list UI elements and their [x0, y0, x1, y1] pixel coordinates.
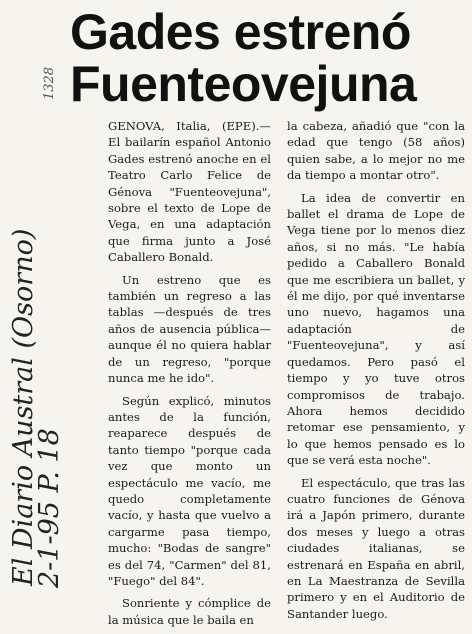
article-column-1 — [108, 118, 271, 634]
headline — [70, 6, 470, 110]
headline-line-1: Gades estrenó — [70, 4, 411, 60]
paragraph: El espectáculo, que tras las cuatro funciones de Génova irá a Japón primero, durante dos meses y luego a otras ciudades italianas, se estrenará en España en abril, en La Maestranza de Sevilla primero y en el Auditorio de Santander luego. — [287, 475, 465, 621]
paragraph: Según explicó, minutos antes de la función, reaparece después de tanto tiempo "porque cada vez que monto un espectáculo me vacío, me quedo completamente vacío, y hasta que vuelvo a cargarme pasa tiempo, mucho: "Bodas de sangre" es del 74, "Carmen" del 81, "Fuego" del 84". — [108, 393, 271, 588]
handwritten-date-note: 2-1-95 P. 18 — [34, 428, 65, 588]
paragraph: la cabeza, añadió que "con la edad que tengo (58 años) quien sabe, a lo mejor no me da tiempo a montar otro". — [287, 119, 465, 183]
handwritten-source-note: El Diario Austral (Osorno) — [8, 228, 39, 586]
paragraph: Sonriente y cómplice de la música que le baila en — [108, 596, 271, 627]
headline-line-2: Fuenteovejuna — [70, 56, 417, 112]
paragraph: La idea de convertir en ballet el drama de Lope de Vega tiene por lo menos diez años, si no más. "Le había pedido a Caballero Bonald que me escribiera un ballet, y él me dijo, por qué inventarse uno nuevo, hagamos una adaptación de "Fuenteovejuna", y así quedamos. Pero pasó el tiempo y yo tuve otros compromisos de trabajo. Ahora hemos decidido retomar ese pensamiento, y lo que hemos pensado es lo que se verá esta noche". — [287, 190, 465, 468]
article-column-2 — [287, 118, 465, 628]
handwritten-archive-code: 1328 — [42, 66, 57, 100]
paragraph: GENOVA, Italia, (EPE).— El bailarín español Antonio Gades estrenó anoche en el Teatro Carlo Felice de Génova "Fuenteovejuna", sobre el texto de Lope de Vega, en una adaptación que firma junto a José Caballero Bonald. — [108, 119, 271, 265]
paragraph: Un estreno que es también un regreso a las tablas —después de tres años de ausencia pública— aunque él no quiera hablar de un regreso, "porque nunca me he ido". — [108, 272, 271, 386]
